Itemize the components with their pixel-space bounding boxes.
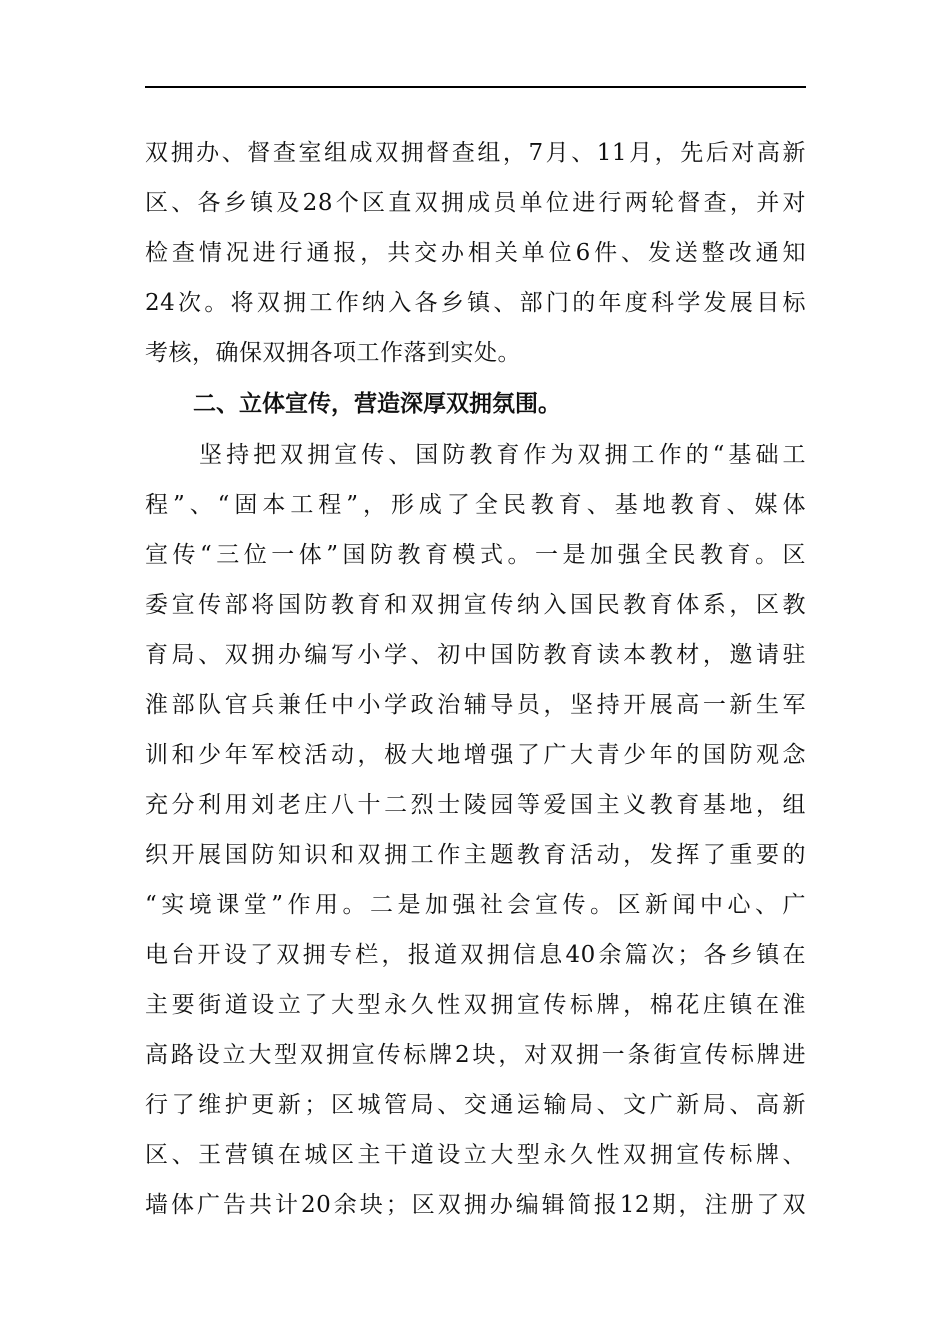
paragraph-line: 育局、双拥办编写小学、初中国防教育读本教材，邀请驻 [145,642,806,668]
document-body [145,128,806,1230]
paragraph-line: 充分利用刘老庄八十二烈士陵园等爱国主义教育基地，组 [145,792,806,818]
paragraph-line: 程”、“固本工程”，形成了全民教育、基地教育、媒体 [145,492,806,518]
paragraph-line: 委宣传部将国防教育和双拥宣传纳入国民教育体系，区教 [145,592,806,618]
paragraph-line: “实境课堂”作用。二是加强社会宣传。区新闻中心、广 [145,892,806,918]
paragraph-line: 双拥办、督查室组成双拥督查组，7月、11月，先后对高新 [145,140,806,166]
paragraph-line: 区、各乡镇及28个区直双拥成员单位进行两轮督查，并对 [145,190,806,216]
paragraph-line: 区、王营镇在城区主干道设立大型永久性双拥宣传标牌、 [145,1142,806,1168]
paragraph-line: 宣传“三位一体”国防教育模式。一是加强全民教育。区 [145,542,806,568]
paragraph-line: 墙体广告共计20余块；区双拥办编辑简报12期，注册了双 [145,1192,806,1218]
paragraph-line: 织开展国防知识和双拥工作主题教育活动，发挥了重要的 [145,842,806,868]
header-rule [145,86,806,88]
paragraph-line: 淮部队官兵兼任中小学政治辅导员，坚持开展高一新生军 [145,692,806,718]
paragraph-line: 电台开设了双拥专栏，报道双拥信息40余篇次；各乡镇在 [145,942,806,968]
paragraph-2 [145,430,806,1230]
paragraph-1 [145,128,806,378]
paragraph-line: 行了维护更新；区城管局、交通运输局、文广新局、高新 [145,1092,806,1118]
paragraph-line: 检查情况进行通报，共交办相关单位6件、发送整改通知 [145,240,806,266]
paragraph-line: 坚持把双拥宣传、国防教育作为双拥工作的“基础工 [145,442,806,468]
paragraph-line: 考核，确保双拥各项工作落到实处。 [145,340,521,366]
section-heading: 二、立体宣传，营造深厚双拥氛围。 [193,391,561,417]
paragraph-line: 24次。将双拥工作纳入各乡镇、部门的年度科学发展目标 [145,290,806,316]
paragraph-line: 主要街道设立了大型永久性双拥宣传标牌，棉花庄镇在淮 [145,992,806,1018]
paragraph-line: 高路设立大型双拥宣传标牌2块，对双拥一条街宣传标牌进 [145,1042,806,1068]
paragraph-line: 训和少年军校活动，极大地增强了广大青少年的国防观念 [145,742,806,768]
